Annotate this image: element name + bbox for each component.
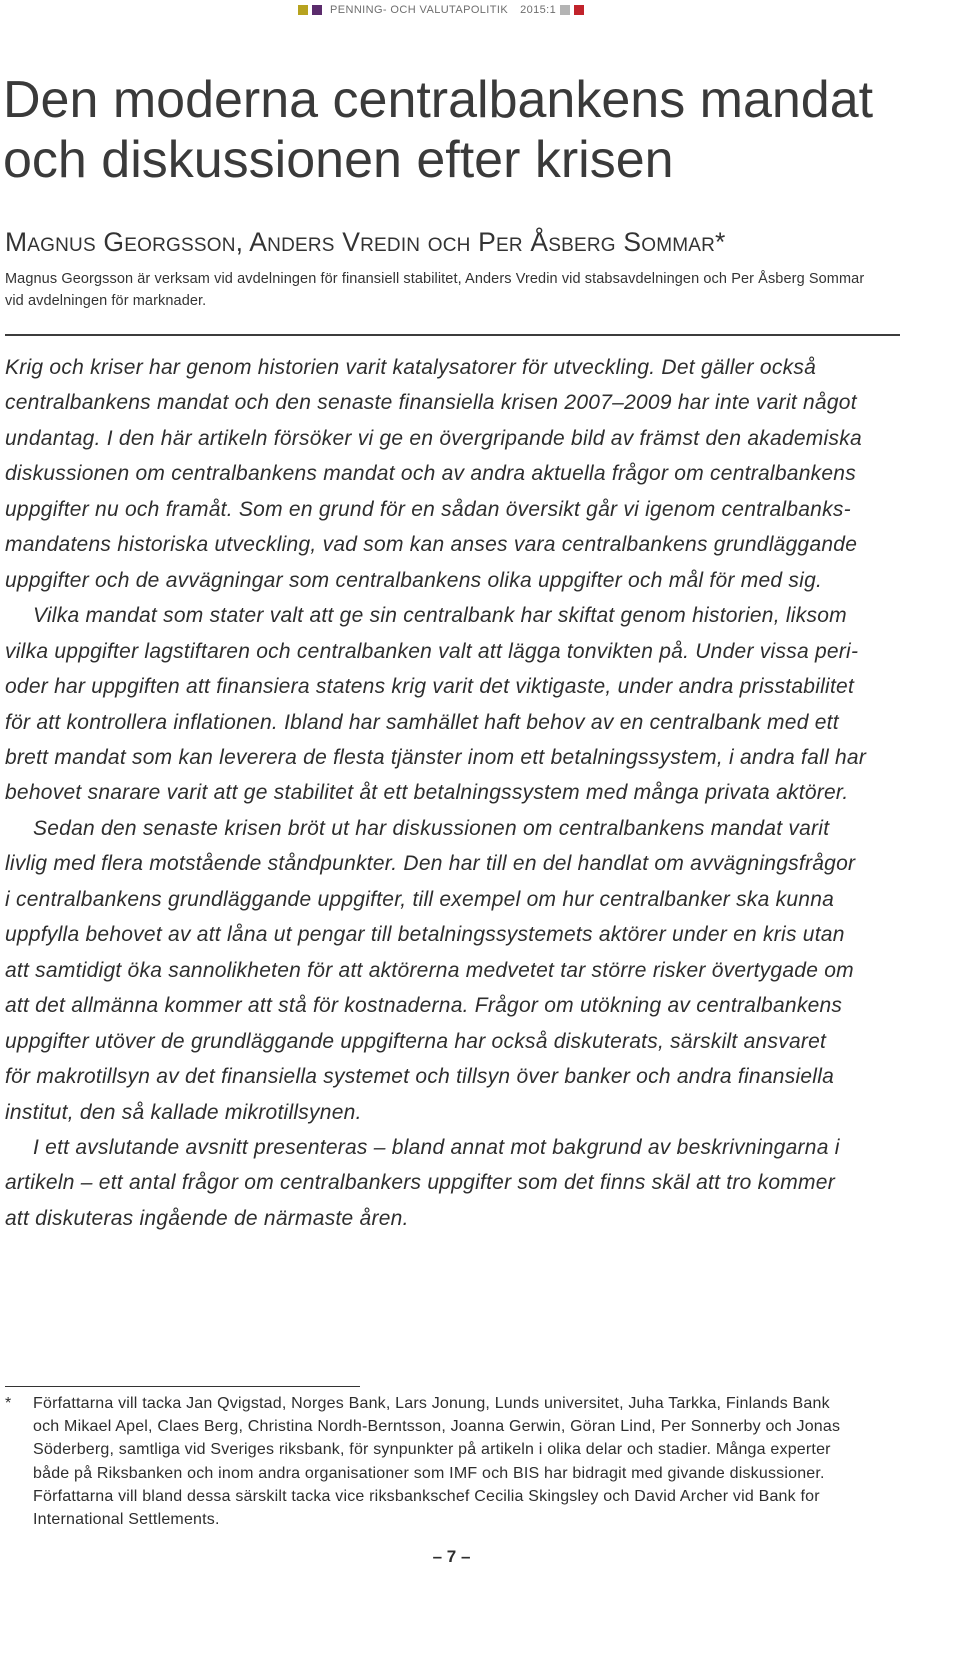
footnote <box>5 1392 898 1531</box>
abstract-line: centralbankens mandat och den senaste finansiella krisen 2007–2009 har inte varit något <box>5 391 857 415</box>
abstract-line: för makrotillsyn av det finansiella systemet och tillsyn över banker och andra finansiella <box>5 1065 835 1089</box>
abstract-line: diskussionen om centralbankens mandat och av andra aktuella frågor om centralbankens <box>5 462 856 486</box>
abstract-line: I ett avslutande avsnitt presenteras – bland annat mot bakgrund av beskrivningarna i <box>33 1135 840 1159</box>
header-square-red <box>574 5 584 15</box>
divider <box>5 334 900 336</box>
abstract-line: att det allmänna kommer att stå för kostnaderna. Frågor om utökning av centralbankens <box>5 994 843 1018</box>
page-number: – 7 – <box>432 1547 471 1566</box>
abstract-line: Krig och kriser har genom historien varit katalysatorer för utveckling. Det gäller också <box>5 356 816 379</box>
author-affiliation <box>5 268 864 312</box>
footnote-text <box>5 1392 898 1531</box>
footnote-line: Söderberg, samtliga vid Sveriges riksbank, för synpunkter på artikeln i olika delar och stadier. Många experter <box>33 1441 831 1459</box>
article-title <box>3 70 873 190</box>
journal-name: PENNING- OCH VALUTAPOLITIK <box>330 4 509 16</box>
footnote-line: Författarna vill tacka Jan Qvigstad, Norges Bank, Lars Jonung, Lunds universitet, Juha Tarkka, Finlands Bank <box>33 1395 830 1412</box>
abstract-line: uppgifter nu och framåt. Som en grund för en sådan översikt går vi igenom centralbanks- <box>5 497 851 521</box>
abstract-line: mandatens historiska utveckling, vad som kan anses vara centralbankens grundläggande <box>5 533 858 557</box>
abstract-paragraph <box>5 1130 898 1236</box>
footnote-line: både på Riksbanken och inom andra organisationer som IMF och BIS har bidragit med givande diskussioner. <box>33 1464 825 1482</box>
abstract-line: Vilka mandat som stater valt att ge sin centralbank har skiftat genom historien, liksom <box>33 604 847 628</box>
header-square-grey <box>560 5 570 15</box>
header-square-purple <box>312 5 322 15</box>
abstract-line: artikeln – ett antal frågor om centralbankers uppgifter som det finns skäl att tro kommer <box>5 1171 835 1195</box>
abstract-line: uppgifter utöver de grundläggande uppgifterna har också diskuterats, särskilt ansvaret <box>5 1029 827 1053</box>
abstract-line: att diskuteras ingående de närmaste åren. <box>5 1206 409 1230</box>
abstract-paragraph <box>5 350 898 598</box>
footnote-line: International Settlements. <box>33 1510 220 1528</box>
abstract-paragraph <box>5 598 898 811</box>
abstract-line: livlig med flera motstående ståndpunkter. Den har till en del handlat om avvägningsfrågor <box>5 852 856 876</box>
abstract-line: vilka uppgifter lagstiftaren och centralbanken valt att lägga tonvikten på. Under vissa peri- <box>5 639 859 663</box>
abstract-line: Sedan den senaste krisen bröt ut har diskussionen om centralbankens mandat varit <box>33 816 830 840</box>
footnote-line: Författarna vill bland dessa särskilt tacka vice riksbankschef Cecilia Skingsley och David Archer vid Bank for <box>33 1487 820 1505</box>
abstract-line: för att kontrollera inflationen. Ibland har samhället haft behov av en centralbank med ett <box>5 710 839 734</box>
affiliation-line: vid avdelningen för marknader. <box>5 293 207 309</box>
footnote-line: och Mikael Apel, Claes Berg, Christina Nordh-Berntsson, Joanna Gerwin, Göran Lind, Per Sonnerby och Jonas <box>33 1418 841 1436</box>
author-list: Magnus Georgsson, Anders Vredin och Per Åsberg Sommar* <box>5 227 726 257</box>
abstract-line: uppfylla behovet av att låna ut pengar till betalningssystemets aktörer under en kris utan <box>5 923 845 947</box>
affiliation-line: Magnus Georgsson är verksam vid avdelningen för finansiell stabilitet, Anders Vredin vid stabsavdelningen och Per Åsberg Sommar <box>5 271 865 287</box>
title-line: och diskussionen efter krisen <box>3 131 674 189</box>
header-square-olive <box>298 5 308 15</box>
issue-number: 2015:1 <box>520 4 557 16</box>
abstract <box>5 350 898 1236</box>
abstract-line: i centralbankens grundläggande uppgifter, till exempel om hur centralbanker ska kunna <box>5 887 835 911</box>
journal-header <box>298 3 588 17</box>
abstract-paragraph <box>5 811 898 1130</box>
abstract-line: undantag. I den här artikeln försöker vi ge en övergripande bild av främst den akademiska <box>5 426 862 450</box>
abstract-line: behovet snarare varit att ge stabilitet åt ett betalningssystem med många privata aktörer. <box>5 781 849 805</box>
abstract-line: brett mandat som kan leverera de flesta tjänster inom ett betalningssystem, i andra fall har <box>5 745 867 769</box>
title-line: Den moderna centralbankens mandat <box>3 71 874 129</box>
abstract-line: att samtidigt öka sannolikheten för att aktörerna medvetet tar större risker övertygade om <box>5 958 854 982</box>
abstract-line: oder har uppgiften att finansiera statens krig varit det viktigaste, under andra prisstabilitet <box>5 675 855 699</box>
abstract-line: institut, den så kallade mikrotillsynen. <box>5 1100 362 1124</box>
abstract-line: uppgifter och de avvägningar som centralbankens olika uppgifter och mål för med sig. <box>5 568 823 592</box>
footnote-divider <box>5 1386 360 1387</box>
footnote-marker: * <box>5 1395 12 1412</box>
